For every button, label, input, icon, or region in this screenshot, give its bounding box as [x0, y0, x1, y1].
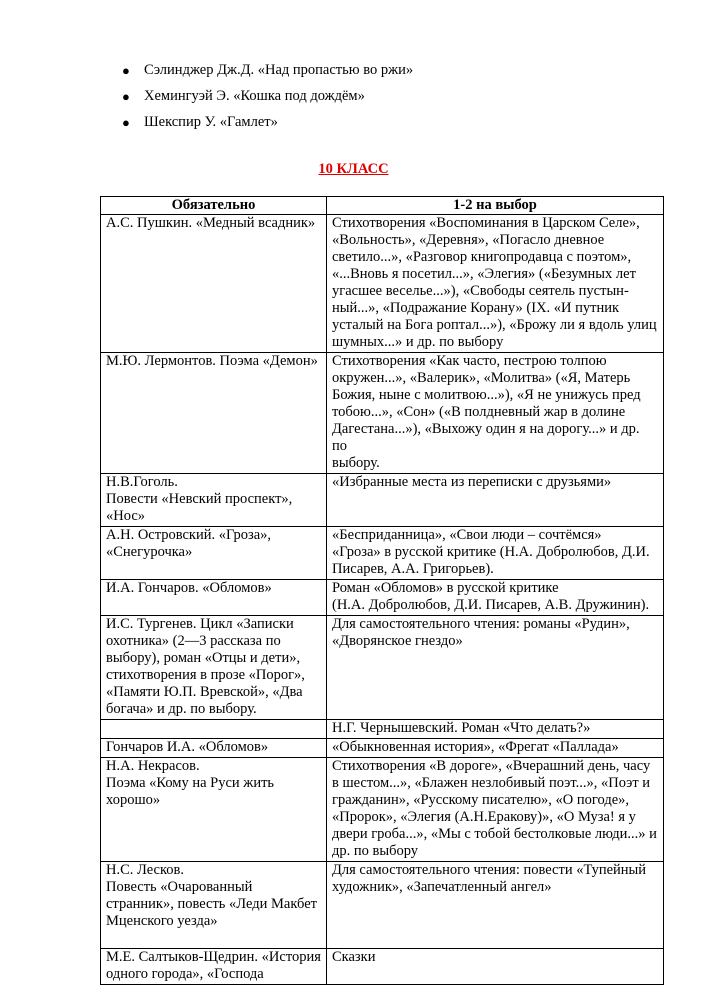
cell-line: выбору.: [332, 455, 380, 471]
cell-line: Стихотворения «Как часто, пестрою толпою: [332, 353, 607, 369]
cell-line: «Избранные места из переписки с друзьями»: [332, 474, 612, 490]
cell-line: усталый на Бога роптал...»), «Брожу ли я вдоль улиц: [332, 317, 657, 333]
cell-line: шумных...» и др. по выбору: [332, 334, 504, 350]
optional-work-cell: [327, 215, 664, 353]
cell-line: «Нос»: [106, 508, 146, 524]
cell-line: ный...», «Подражание Корану» (IX. «И путник: [332, 300, 620, 316]
table-body: [101, 215, 664, 985]
section-heading: 10 КЛАСС: [318, 161, 389, 177]
table-row: [101, 616, 664, 720]
required-work-cell: [101, 580, 327, 616]
cell-line: Роман «Обломов» в русской критике: [332, 580, 559, 596]
cell-line: странник», повесть «Леди Макбет: [106, 896, 318, 912]
list-item-text: Хемингуэй Э. «Кошка под дождём»: [144, 88, 365, 104]
optional-work-cell: [327, 949, 664, 985]
cell-line: Божия, ныне с молитвою...»), «Я не унижусь пред: [332, 387, 641, 403]
optional-work-cell: [327, 720, 664, 739]
table-row: [101, 720, 664, 739]
cell-line: Н.А. Некрасов.: [106, 758, 200, 774]
bullet-icon: ●: [122, 89, 130, 104]
cell-line: Поэма «Кому на Руси жить: [106, 775, 275, 791]
cell-line: Н.С. Лесков.: [106, 862, 185, 878]
cell-line: стихотворения в прозе «Порог»,: [106, 667, 305, 683]
required-work-cell: [101, 215, 327, 353]
cell-line: «Вольность», «Деревня», «Погасло дневное: [332, 232, 605, 248]
cell-line: Для самостоятельного чтения: романы «Рудин»,: [332, 616, 630, 632]
cell-line: окружен...», «Валерик», «Молитва» («Я, Матерь: [332, 370, 631, 386]
list-item: [112, 88, 413, 105]
cell-line: Гончаров И.А. «Обломов»: [106, 739, 269, 755]
table-row: [101, 527, 664, 580]
table-row: [101, 353, 664, 474]
cell-line: М.Ю. Лермонтов. Поэма «Демон»: [106, 353, 318, 369]
cell-line: «Дворянское гнездо»: [332, 633, 463, 649]
cell-line: Н.Г. Чернышевский. Роман «Что делать?»: [332, 720, 591, 736]
cell-line: Для самостоятельного чтения: повести «Тупейный: [332, 862, 647, 878]
cell-line: «...Вновь я посетил...», «Элегия» («Безумных лет: [332, 266, 636, 282]
column-header-choice: 1-2 на выбор: [327, 197, 664, 215]
optional-work-cell: [327, 739, 664, 758]
list-item-text: Сэлинджер Дж.Д. «Над пропастью во ржи»: [144, 62, 414, 78]
table-row: [101, 580, 664, 616]
list-item: [112, 114, 413, 131]
column-header-required: Обязательно: [101, 197, 327, 215]
cell-line: «Пророк», «Элегия (А.Н.Еракову)», «О Муза! я у: [332, 809, 636, 825]
cell-line: угасшее веселье...»), «Свободы сеятель пустын-: [332, 283, 629, 299]
cell-line: [106, 720, 321, 737]
cell-line: в шестом...», «Блажен незлобивый поэт...», «Поэт и: [332, 775, 651, 791]
cell-line: двери гроба...», «Мы с тобой бестолковые люди...» и: [332, 826, 657, 842]
cell-line: А.Н. Островский. «Гроза»,: [106, 527, 272, 543]
optional-work-cell: [327, 616, 664, 720]
bullet-icon: ●: [122, 63, 130, 78]
table-row: [101, 949, 664, 985]
required-work-cell: [101, 527, 327, 580]
required-work-cell: [101, 353, 327, 474]
cell-line: Стихотворения «Воспоминания в Царском Селе»,: [332, 215, 640, 231]
required-work-cell: [101, 758, 327, 862]
list-item-text: Шекспир У. «Гамлет»: [144, 114, 278, 130]
bullet-icon: ●: [122, 115, 130, 130]
cell-line: гражданин», «Русскому писателю», «О погоде»,: [332, 792, 630, 808]
cell-line: И.А. Гончаров. «Обломов»: [106, 580, 272, 596]
cell-line: «Бесприданница», «Свои люди – сочтёмся»: [332, 527, 602, 543]
literature-table: [100, 196, 664, 985]
required-work-cell: [101, 862, 327, 949]
table-row: [101, 215, 664, 353]
cell-line: Повесть «Очарованный: [106, 879, 253, 895]
cell-line: богача» и др. по выбору.: [106, 701, 257, 717]
cell-line: Стихотворения «В дороге», «Вчерашний день, часу: [332, 758, 651, 774]
cell-line: художник», «Запечатленный ангел»: [332, 879, 552, 895]
cell-line: И.С. Тургенев. Цикл «Записки: [106, 616, 294, 632]
cell-line: «Гроза» в русской критике (Н.А. Добролюбов, Д.И.: [332, 544, 650, 560]
cell-line: Н.В.Гоголь.: [106, 474, 178, 490]
cell-line: А.С. Пушкин. «Медный всадник»: [106, 215, 316, 231]
required-work-cell: [101, 739, 327, 758]
cell-line: охотника» (2—3 рассказа по: [106, 633, 281, 649]
required-work-cell: [101, 720, 327, 739]
optional-work-cell: [327, 353, 664, 474]
table-row: [101, 739, 664, 758]
cell-line: Дагестана...»), «Выхожу один я на дорогу...» и др. по: [332, 421, 640, 454]
cell-line: «Памяти Ю.П. Вревской», «Два: [106, 684, 303, 700]
optional-work-cell: [327, 580, 664, 616]
table-row: [101, 474, 664, 527]
cell-line: хорошо»: [106, 792, 161, 808]
cell-line: Писарев, А.А. Григорьев).: [332, 561, 494, 577]
optional-work-cell: [327, 862, 664, 949]
cell-line: М.Е. Салтыков-Щедрин. «История: [106, 949, 321, 965]
cell-line: [106, 930, 321, 947]
cell-line: «Обыкновенная история», «Фрегат «Паллада»: [332, 739, 619, 755]
table-row: [101, 758, 664, 862]
table-row: [101, 862, 664, 949]
cell-line: (Н.А. Добролюбов, Д.И. Писарев, А.В. Дружинин).: [332, 597, 650, 613]
cell-line: одного города», «Господа: [106, 966, 264, 982]
list-item: [112, 62, 413, 79]
required-work-cell: [101, 474, 327, 527]
required-work-cell: [101, 949, 327, 985]
cell-line: др. по выбору: [332, 843, 419, 859]
reading-list: [112, 62, 413, 140]
cell-line: тобою...», «Сон» («В полдневный жар в долине: [332, 404, 626, 420]
optional-work-cell: [327, 527, 664, 580]
cell-line: Сказки: [332, 949, 376, 965]
cell-line: светило...», «Разговор книгопродавца с поэтом»,: [332, 249, 632, 265]
cell-line: «Снегурочка»: [106, 544, 193, 560]
cell-line: Мценского уезда»: [106, 913, 218, 929]
required-work-cell: [101, 616, 327, 720]
optional-work-cell: [327, 474, 664, 527]
cell-line: Повести «Невский проспект»,: [106, 491, 293, 507]
table-header-row: [101, 197, 664, 215]
optional-work-cell: [327, 758, 664, 862]
cell-line: выбору), роман «Отцы и дети»,: [106, 650, 301, 666]
